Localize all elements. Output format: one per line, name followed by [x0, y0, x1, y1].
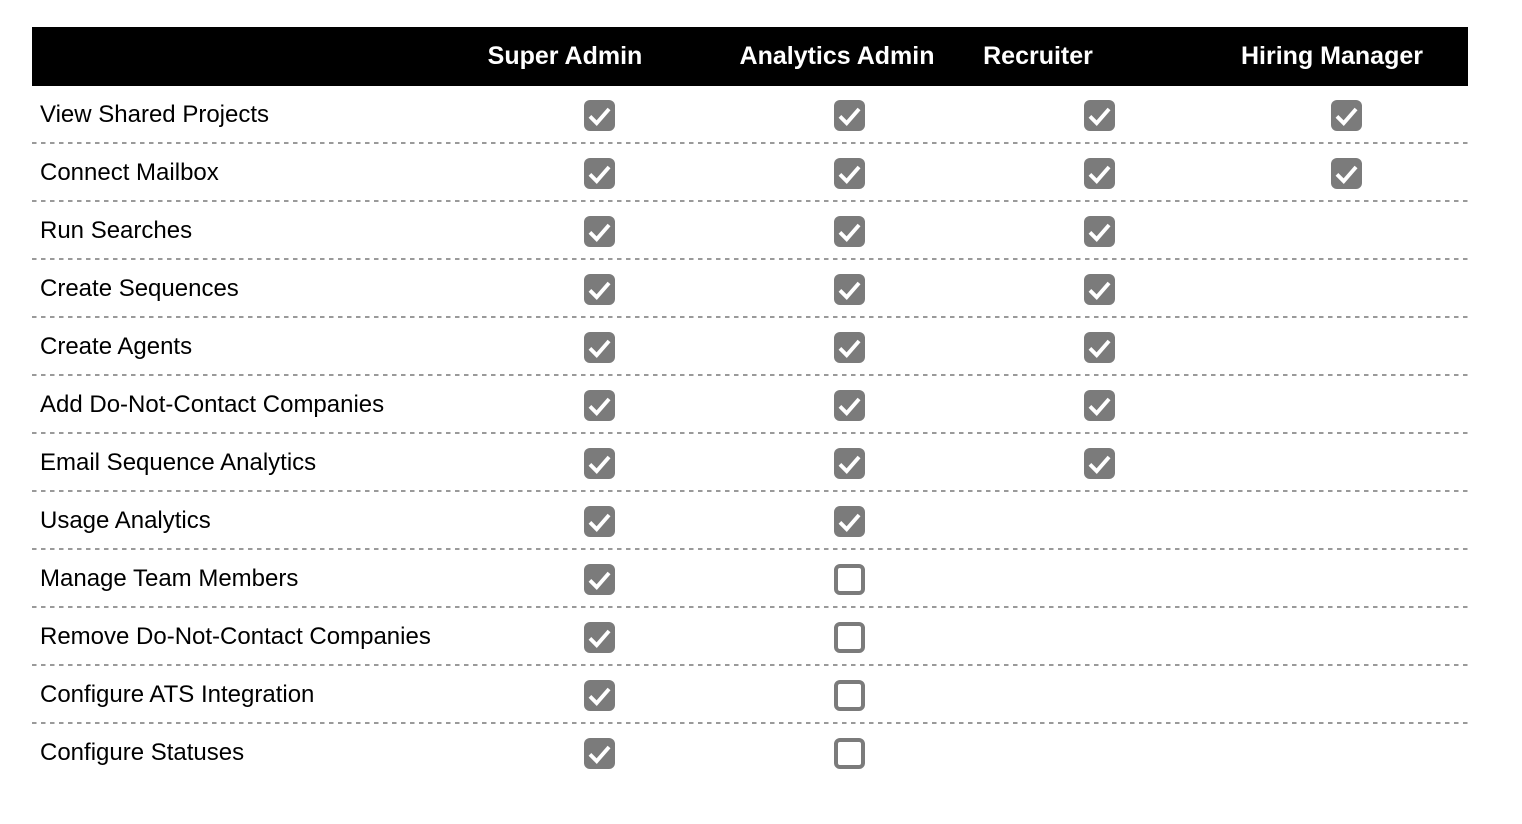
- check-icon: [586, 392, 613, 419]
- column-header-label: Hiring Manager: [1241, 42, 1423, 70]
- check-icon: [586, 624, 613, 651]
- permission-cell: [724, 738, 974, 769]
- permission-cell: [474, 158, 724, 189]
- permission-cell: [474, 448, 724, 479]
- checkbox-checked[interactable]: [834, 158, 865, 189]
- table-row: [32, 666, 1468, 724]
- table-row: [32, 724, 1468, 782]
- checkbox-checked[interactable]: [584, 158, 615, 189]
- permission-cell: [474, 680, 724, 711]
- permission-cell: [724, 506, 974, 537]
- checkbox-checked[interactable]: [584, 738, 615, 769]
- row-label: Run Searches: [40, 217, 193, 244]
- checkbox-checked[interactable]: [584, 332, 615, 363]
- checkbox-checked[interactable]: [584, 274, 615, 305]
- checkbox-unchecked[interactable]: [834, 622, 865, 653]
- permission-cell: [724, 216, 974, 247]
- check-icon: [836, 450, 863, 477]
- permission-cell: [724, 390, 974, 421]
- table-row: [32, 434, 1468, 492]
- check-icon: [1086, 276, 1113, 303]
- table-row: [32, 376, 1468, 434]
- check-icon: [1086, 450, 1113, 477]
- check-icon: [836, 334, 863, 361]
- check-icon: [1086, 334, 1113, 361]
- table-row: [32, 608, 1468, 666]
- permission-cell: [1224, 100, 1468, 131]
- row-label: Connect Mailbox: [40, 159, 219, 186]
- permission-cell: [724, 100, 974, 131]
- table-row: [32, 318, 1468, 376]
- permission-cell: [1224, 158, 1468, 189]
- column-header-label: Super Admin: [487, 42, 643, 70]
- checkbox-checked[interactable]: [584, 448, 615, 479]
- row-label: Configure Statuses: [40, 739, 245, 766]
- permission-cell: [474, 390, 724, 421]
- checkbox-checked[interactable]: [584, 100, 615, 131]
- permission-cell: [974, 216, 1224, 247]
- permission-cell: [474, 506, 724, 537]
- row-label: View Shared Projects: [40, 101, 270, 128]
- permission-cell: [474, 216, 724, 247]
- row-label: Create Agents: [40, 333, 193, 360]
- check-icon: [586, 276, 613, 303]
- permission-cell: [724, 158, 974, 189]
- permission-cell: [974, 390, 1224, 421]
- check-icon: [586, 566, 613, 593]
- check-icon: [586, 450, 613, 477]
- permission-cell: [974, 448, 1224, 479]
- check-icon: [836, 102, 863, 129]
- check-icon: [836, 218, 863, 245]
- check-icon: [586, 508, 613, 535]
- checkbox-checked[interactable]: [1084, 448, 1115, 479]
- checkbox-checked[interactable]: [584, 680, 615, 711]
- checkbox-checked[interactable]: [834, 390, 865, 421]
- row-label: Remove Do-Not-Contact Companies: [40, 623, 431, 650]
- checkbox-checked[interactable]: [1084, 390, 1115, 421]
- check-icon: [836, 276, 863, 303]
- row-label: Add Do-Not-Contact Companies: [40, 391, 385, 418]
- table-row: [32, 550, 1468, 608]
- permission-cell: [974, 100, 1224, 131]
- table-body: [32, 86, 1468, 782]
- checkbox-checked[interactable]: [1331, 158, 1362, 189]
- checkbox-checked[interactable]: [584, 564, 615, 595]
- column-header-label: Analytics Admin: [739, 42, 935, 70]
- permission-cell: [724, 680, 974, 711]
- checkbox-checked[interactable]: [834, 100, 865, 131]
- check-icon: [586, 102, 613, 129]
- checkbox-unchecked[interactable]: [834, 680, 865, 711]
- column-header-label: Recruiter: [983, 42, 1093, 70]
- checkbox-checked[interactable]: [1084, 332, 1115, 363]
- permission-cell: [974, 332, 1224, 363]
- column-header-analytics-admin: [724, 27, 974, 86]
- table-row: [32, 492, 1468, 550]
- check-icon: [1086, 102, 1113, 129]
- checkbox-checked[interactable]: [1084, 216, 1115, 247]
- check-icon: [586, 740, 613, 767]
- permission-cell: [724, 622, 974, 653]
- row-label: Configure ATS Integration: [40, 681, 315, 708]
- table-row: [32, 260, 1468, 318]
- permission-cell: [974, 158, 1224, 189]
- check-icon: [1086, 392, 1113, 419]
- checkbox-checked[interactable]: [584, 506, 615, 537]
- checkbox-checked[interactable]: [1331, 100, 1362, 131]
- check-icon: [1086, 218, 1113, 245]
- checkbox-unchecked[interactable]: [834, 738, 865, 769]
- check-icon: [1333, 102, 1360, 129]
- permission-cell: [474, 332, 724, 363]
- checkbox-checked[interactable]: [834, 216, 865, 247]
- column-header-recruiter: [974, 27, 1224, 86]
- check-icon: [836, 392, 863, 419]
- checkbox-checked[interactable]: [584, 622, 615, 653]
- row-label: Create Sequences: [40, 275, 239, 302]
- permission-cell: [724, 448, 974, 479]
- table-row: [32, 86, 1468, 144]
- checkbox-checked[interactable]: [1084, 158, 1115, 189]
- checkbox-checked[interactable]: [834, 332, 865, 363]
- permission-cell: [474, 274, 724, 305]
- check-icon: [1333, 160, 1360, 187]
- table-row: [32, 144, 1468, 202]
- table-row: [32, 202, 1468, 260]
- permissions-table: [32, 27, 1468, 782]
- check-icon: [586, 334, 613, 361]
- checkbox-checked[interactable]: [584, 390, 615, 421]
- checkbox-checked[interactable]: [1084, 100, 1115, 131]
- check-icon: [836, 508, 863, 535]
- row-label: Email Sequence Analytics: [40, 449, 317, 476]
- check-icon: [586, 160, 613, 187]
- permission-cell: [474, 738, 724, 769]
- check-icon: [836, 160, 863, 187]
- permission-cell: [474, 100, 724, 131]
- row-label: Usage Analytics: [40, 507, 211, 534]
- permission-cell: [474, 622, 724, 653]
- checkbox-checked[interactable]: [584, 216, 615, 247]
- table-header: [32, 27, 1468, 86]
- checkbox-checked[interactable]: [834, 274, 865, 305]
- checkbox-checked[interactable]: [834, 448, 865, 479]
- check-icon: [586, 682, 613, 709]
- row-label: Manage Team Members: [40, 565, 299, 592]
- permission-cell: [724, 332, 974, 363]
- permission-cell: [974, 274, 1224, 305]
- column-header-hiring-manager: [1224, 27, 1468, 86]
- checkbox-checked[interactable]: [834, 506, 865, 537]
- checkbox-unchecked[interactable]: [834, 564, 865, 595]
- permission-cell: [474, 564, 724, 595]
- permission-cell: [724, 564, 974, 595]
- column-header-super-admin: [474, 27, 724, 86]
- check-icon: [1086, 160, 1113, 187]
- checkbox-checked[interactable]: [1084, 274, 1115, 305]
- permission-cell: [724, 274, 974, 305]
- check-icon: [586, 218, 613, 245]
